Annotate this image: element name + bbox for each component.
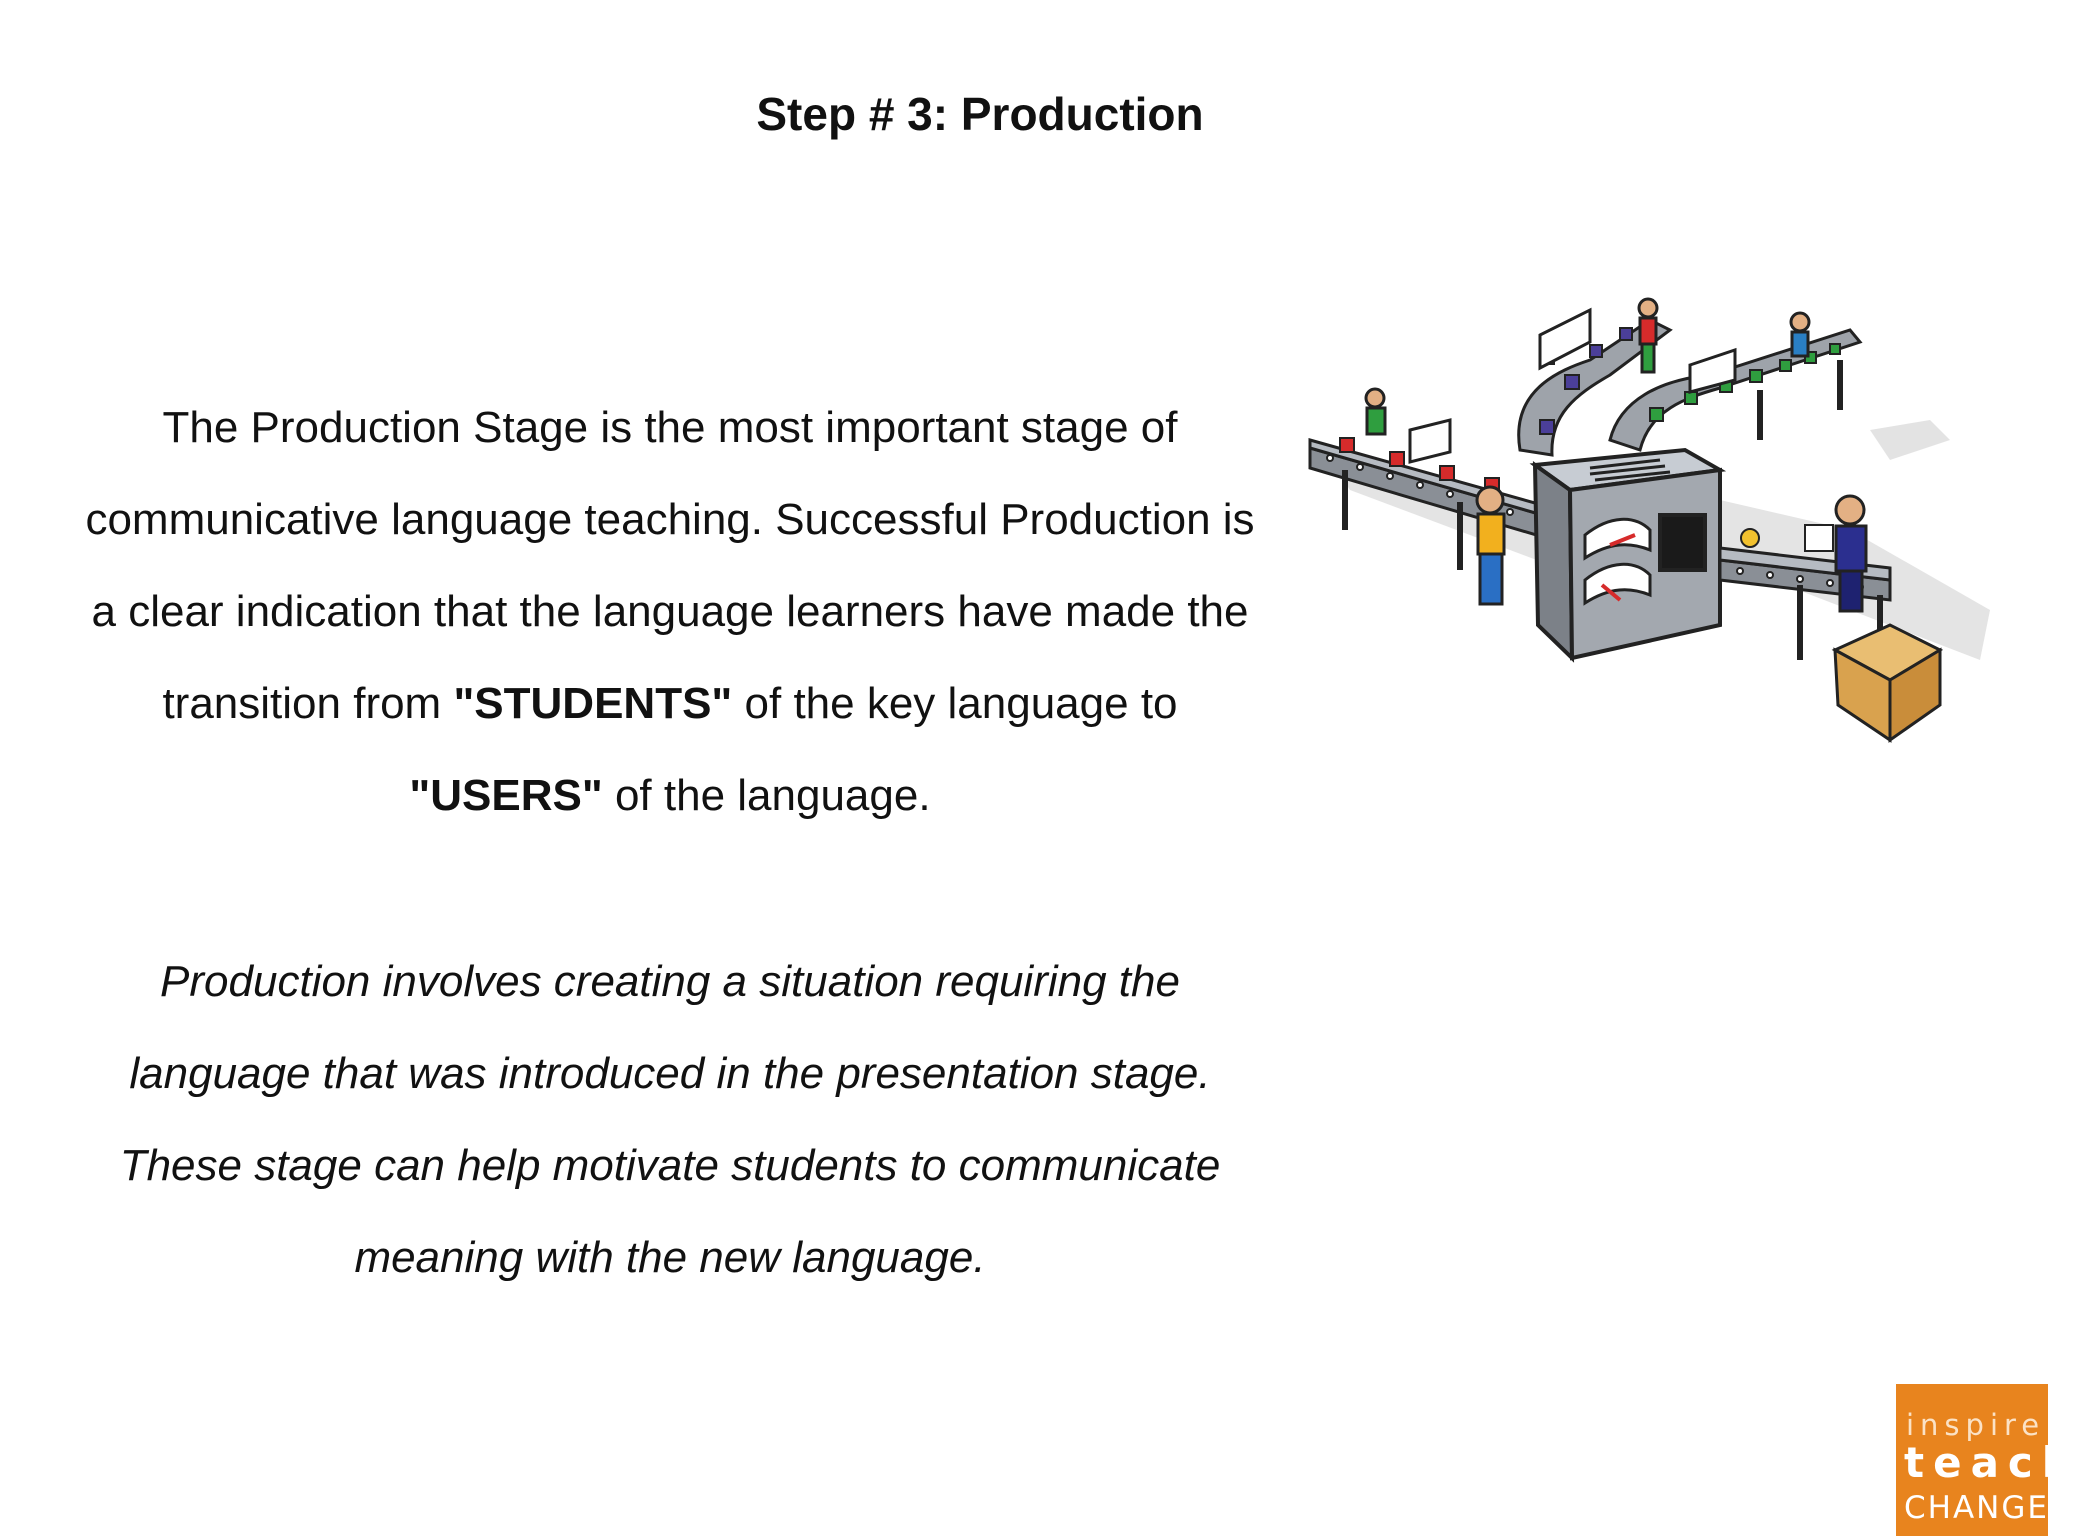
- inspire-teach-change-logo: [1896, 1384, 2081, 1536]
- paragraph-end-text: of the language.: [602, 771, 931, 820]
- production-description-paragraph: Production involves creating a situation requiring the language that was introduced in the presentation stage. These stage can help motivate students to communicate meaning with the new language.: [119, 957, 1221, 1282]
- cardboard-box: [1835, 625, 1940, 740]
- production-stage-paragraph: [80, 382, 1260, 842]
- slide-title: Step # 3: Production: [756, 88, 1204, 140]
- users-emphasis: "USERS": [409, 771, 603, 820]
- students-emphasis: "STUDENTS": [453, 679, 733, 728]
- logo-line-change: CHANGE: [1904, 1490, 2049, 1526]
- machine: [1535, 450, 1720, 658]
- paragraph-intro-text: The Production Stage is the most important stage of communicative language teaching. Successful Production is a clear indication that the language learners have made the transition from: [85, 403, 1255, 728]
- paragraph-mid-text: of the key language to: [732, 679, 1178, 728]
- logo-line-teach: teach: [1904, 1438, 2081, 1487]
- assembly-line-illustration: [1290, 280, 2010, 760]
- logo-line-inspire: inspire: [1906, 1408, 2046, 1442]
